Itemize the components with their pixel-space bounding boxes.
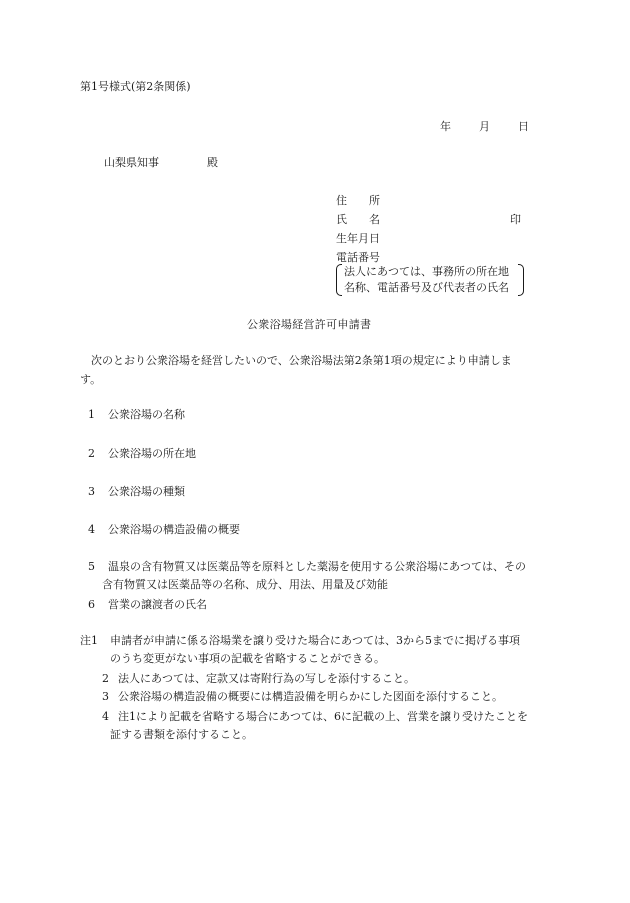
item-text: 公衆浴場の構造設備の概要 [108,523,240,536]
date-day: 日 [518,120,529,133]
list-item [88,598,207,612]
note-number: 4 [102,710,109,723]
item-text: 公衆浴場の種類 [108,485,185,498]
date-line [440,120,529,134]
item-number: 4 [88,523,95,536]
note-number: 3 [102,690,109,703]
name-label: 氏 名 [336,213,380,226]
addressee [104,156,218,170]
dob-label: 生年月日 [336,232,380,245]
list-item [88,560,526,574]
right-bracket-icon [518,264,524,296]
note-item [102,672,415,686]
form-number: 第1号様式(第2条関係) [80,80,191,93]
corporate-note-bracket [336,264,524,294]
note-item [102,690,503,704]
item-number: 6 [88,598,95,611]
list-item [88,408,185,422]
date-year: 年 [440,120,451,133]
addressee-name: 山梨県知事 [104,156,159,169]
seal-mark: 印 [510,213,521,226]
note-text-continued: のうち変更がない事項の記載を省略することができる。 [110,652,385,665]
note-item [102,710,528,724]
note-text-continued: 証する書類を添付すること。 [110,728,253,741]
item-text: 営業の譲渡者の氏名 [108,598,207,611]
intro-line-1: 次のとおり公衆浴場を経営したいので、公衆浴場法第2条第1項の規定により申請しま [91,354,512,367]
left-bracket-icon [336,264,342,296]
corporate-note-line2: 名称、電話番号及び代表者の氏名 [344,281,509,294]
note-number: 注1 [80,634,98,647]
list-item [88,485,185,499]
date-month: 月 [479,120,490,133]
item-text: 公衆浴場の所在地 [108,447,196,460]
list-item [88,523,240,537]
list-item [88,447,196,461]
tel-label: 電話番号 [336,251,380,264]
document-title: 公衆浴場経営許可申請書 [247,318,372,331]
item-number: 1 [88,408,95,421]
item-text-continued: 含有物質又は医薬品等の名称、成分、用法、用量及び効能 [102,578,388,591]
note-number: 2 [102,672,109,685]
note-text: 注1により記載を省略する場合にあつては、6に記載の上、営業を譲り受けたことを [118,710,528,723]
note-text: 公衆浴場の構造設備の概要には構造設備を明らかにした図面を添付すること。 [118,690,503,703]
item-number: 2 [88,447,95,460]
corporate-note-line1: 法人にあつては、事務所の所在地 [344,265,509,278]
intro-line-2: す。 [80,373,102,386]
item-text: 温泉の含有物質又は医薬品等を原料とした薬湯を使用する公衆浴場にあつては、その [108,560,526,573]
address-label: 住 所 [336,194,380,207]
item-text: 公衆浴場の名称 [108,408,185,421]
note-text: 法人にあつては、定款又は寄附行為の写しを添付すること。 [118,672,415,685]
note-text: 申請者が申請に係る浴場業を譲り受けた場合にあつては、3から5までに掲げる事項 [110,634,520,647]
item-number: 3 [88,485,95,498]
note-item [80,634,520,648]
item-number: 5 [88,560,95,573]
addressee-honorific: 殿 [207,156,218,169]
